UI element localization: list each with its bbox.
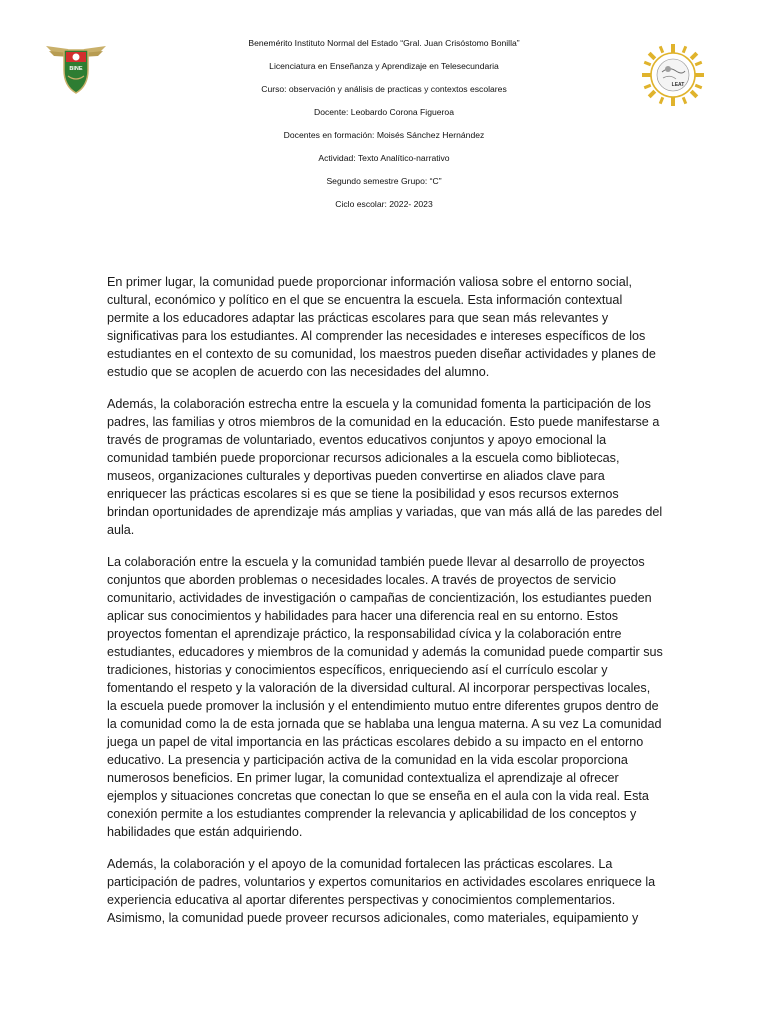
activity-name: Actividad: Texto Analítico-narrativo <box>318 153 450 163</box>
svg-text:LEAT: LEAT <box>671 82 685 88</box>
body-paragraph: En primer lugar, la comunidad puede proporcionar información valiosa sobre el entorno social, cultural, económico y político en el que se encuentra la escuela. Esta información contextual permite a los educadores adaptar las prácticas escolares para que sean más relevantes y significativas para los estudiantes. Al comprender las necesidades e intereses específicos de los estudiantes en el contexto de su comunidad, los maestros pueden diseñar actividades y planes de estudio que se acoplen de acuerdo con las necesidades del alumno. <box>107 275 656 379</box>
degree-program: Licenciatura en Enseñanza y Aprendizaje en Telesecundaria <box>269 61 499 71</box>
course-name: Curso: observación y análisis de practicas y contextos escolares <box>261 84 507 94</box>
document-body <box>107 273 663 941</box>
benemerito-institution-shield-logo <box>44 36 108 96</box>
body-paragraph: Además, la colaboración y el apoyo de la comunidad fortalecen las prácticas escolares. La participación de padres, voluntarios y expertos comunitarios en actividades escolares enriquece la experiencia educativa al aportar diferentes perspectivas y conocimientos complementarios. Asimismo, la comunidad puede proveer recursos adicionales, como materiales, equipamiento y <box>107 857 656 925</box>
body-paragraph: Además, la colaboración estrecha entre la escuela y la comunidad fomenta la participación de los padres, las familias y otros miembros de la comunidad en la educación. Esto puede manifestarse a través de programas de voluntariado, eventos educativos conjuntos y apoyo emocional la comunidad también puede proporcionar recursos adicionales a la escuela como bibliotecas, museos, organizaciones culturales y deportivas pueden convertirse en aliados clave para enriquecer las prácticas escolares si es que se tiene la posibilidad y esos recursos externos brindan oportunidades de aprendizaje más amplias y variadas, que van más allá de las paredes del aula. <box>107 397 663 537</box>
semester-group: Segundo semestre Grupo: “C” <box>326 176 442 186</box>
student-name: Docentes en formación: Moisés Sánchez Hernández <box>283 130 485 140</box>
svg-text:BINE: BINE <box>69 66 83 72</box>
leat-circular-emblem-logo <box>642 44 704 106</box>
institution-name: Benemérito Instituto Normal del Estado “Gral. Juan Crisóstomo Bonilla” <box>248 38 520 48</box>
school-year: Ciclo escolar: 2022- 2023 <box>335 199 433 209</box>
teacher-name: Docente: Leobardo Corona Figueroa <box>314 107 454 117</box>
document-header <box>150 38 618 222</box>
body-paragraph: La colaboración entre la escuela y la comunidad también puede llevar al desarrollo de proyectos conjuntos que aborden problemas o necesidades locales. A través de proyectos de servicio comunitario, actividades de investigación o campañas de concientización, los estudiantes pueden aplicar sus conocimientos y habilidades para hacer una diferencia real en su entorno. Estos proyectos fomentan el aprendizaje práctico, la responsabilidad cívica y la colaboración entre estudiantes, educadores y miembros de la comunidad y además la comunidad puede compartir sus tradiciones, historias y conocimientos específicos, enriqueciendo así el currículo escolar y fomentando el respeto y la valoración de la diversidad cultural. Al incorporar perspectivas locales, la escuela puede promover la inclusión y el entendimiento mutuo entre diferentes grupos dentro de la comunidad como la de esta jornada que se hablaba una lengua materna. A su vez La comunidad juega un papel de vital importancia en las prácticas escolares debido a su impacto en el entorno educativo. La presencia y participación activa de la comunidad en la vida escolar proporciona numerosos beneficios. En primer lugar, la comunidad contextualiza el aprendizaje al ofrecer ejemplos y situaciones concretas que conectan lo que se enseña en el aula con la vida real. Esta conexión permite a los estudiantes comprender la relevancia y aplicabilidad de los conceptos y habilidades que están adquiriendo. <box>107 555 663 839</box>
